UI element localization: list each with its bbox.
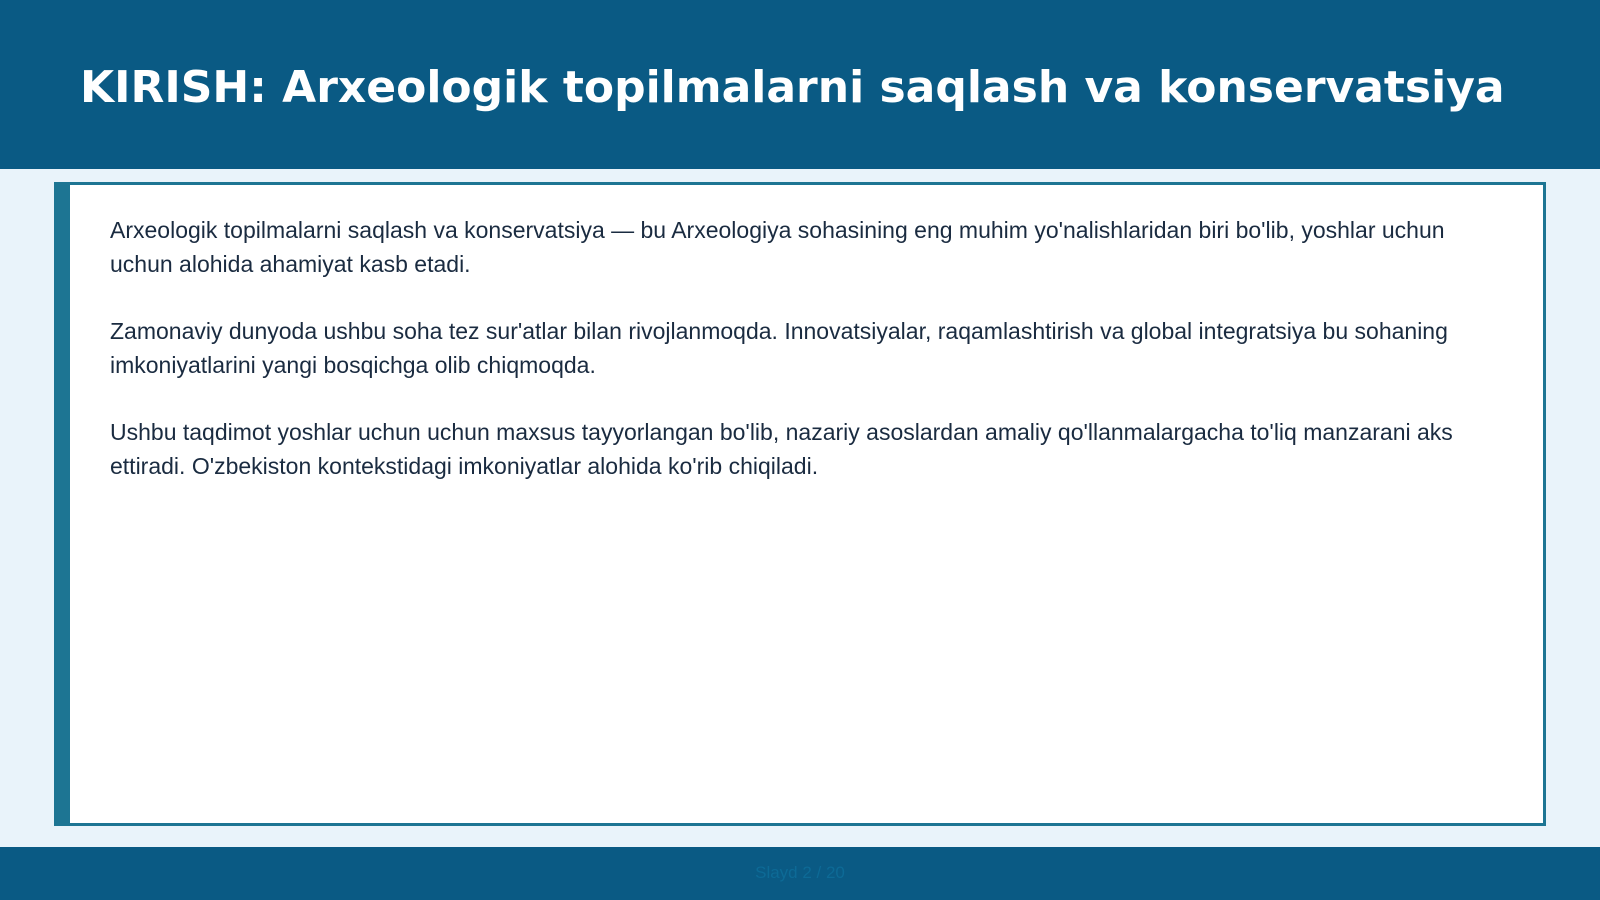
slide-title: KIRISH: Arxeologik topilmalarni saqlash va konservatsiya <box>80 62 1505 113</box>
slide-footer <box>0 847 1600 900</box>
slide-number: Slayd 2 / 20 <box>755 863 845 882</box>
content-card <box>54 182 1546 826</box>
content-body <box>110 213 1510 516</box>
paragraph-presentation-purpose: Ushbu taqdimot yoshlar uchun uchun maxsus tayyorlangan bo'lib, nazariy asoslardan amaliy qo'llanmalargacha to'liq manzarani aks ettiradi. O'zbekiston kontekstidagi imkoniyatlar alohida ko'rib chiqiladi. <box>110 419 1453 479</box>
slide-header <box>0 0 1600 169</box>
paragraph-intro: Arxeologik topilmalarni saqlash va konservatsiya — bu Arxeologiya sohasining eng muhim yo'nalishlaridan biri bo'lib, yoshlar uchun uchun alohida ahamiyat kasb etadi. <box>110 217 1445 277</box>
paragraph-modern-world: Zamonaviy dunyoda ushbu soha tez sur'atlar bilan rivojlanmoqda. Innovatsiyalar, raqamlashtirish va global integratsiya bu sohaning imkoniyatlarini yangi bosqichga olib chiqmoqda. <box>110 318 1448 378</box>
